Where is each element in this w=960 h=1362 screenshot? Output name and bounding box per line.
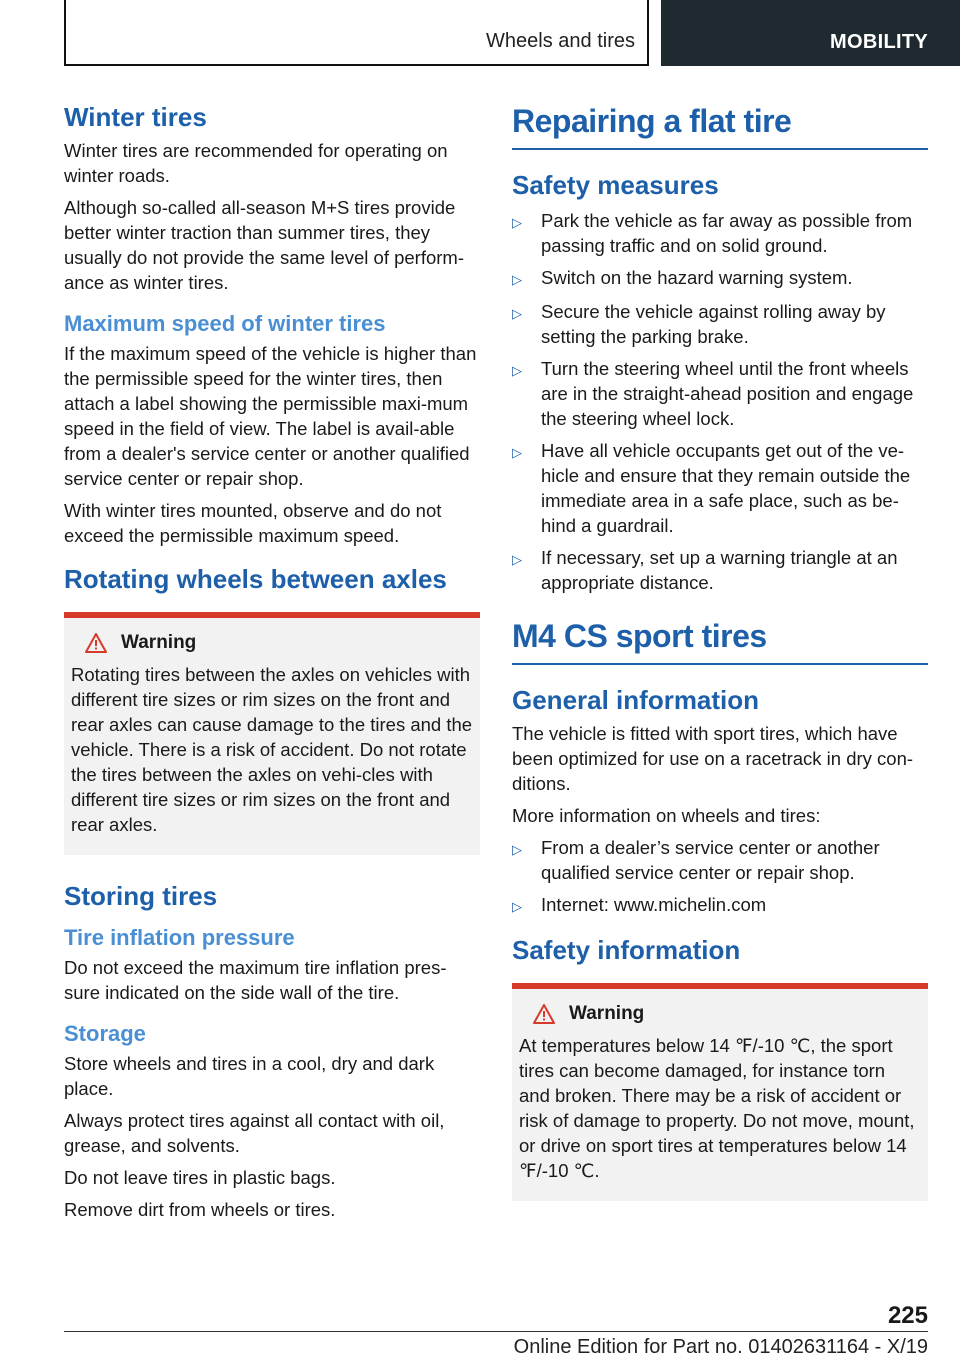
footer-divider	[64, 1331, 928, 1332]
warning-text: At temperatures below 14 ℉/-10 ℃, the sport tires can become damaged, for instance torn and broken. There may be a risk of accident or risk of damage to property. Do not move, mount, or drive on sport tires at temperatures below 14 ℉/-10 ℃.	[519, 1035, 915, 1181]
triangle-right-icon: ▷	[512, 363, 522, 378]
general-information-paragraph: The vehicle is fitted with sport tires, which have been optimized for use on a racetrack in dry con‐ditions.	[512, 723, 914, 794]
storage-paragraph: Remove dirt from wheels or tires.	[64, 1199, 336, 1220]
general-information-heading: General information	[512, 685, 760, 715]
warning-box	[512, 983, 928, 1201]
page-number: 225	[887, 1302, 928, 1329]
left-column	[64, 100, 480, 1229]
storage-paragraph: Do not leave tires in plastic bags.	[64, 1167, 336, 1188]
safety-measures-heading: Safety measures	[512, 170, 719, 200]
warning-triangle-icon	[85, 633, 107, 653]
safety-measures-list	[512, 208, 928, 595]
right-column	[512, 100, 928, 1201]
triangle-right-icon: ▷	[512, 445, 522, 460]
warning-label: Warning	[121, 632, 197, 653]
winter-tires-paragraph: Winter tires are recommended for operating on winter roads.	[64, 140, 448, 186]
header-chapter-title: MOBILITY	[830, 31, 928, 53]
header-chapter-box	[661, 0, 960, 66]
triangle-right-icon: ▷	[512, 272, 522, 287]
list-item: ▷ From a dealer’s service center or another qualified service center or repair shop.	[512, 837, 880, 883]
storage-paragraph: Always protect tires against all contact with oil, grease, and solvents.	[64, 1110, 445, 1156]
triangle-right-icon: ▷	[512, 552, 522, 567]
header-section-title: Wheels and tires	[486, 30, 635, 52]
triangle-right-icon: ▷	[512, 306, 522, 321]
max-speed-paragraph: With winter tires mounted, observe and do not exceed the permissible maximum speed.	[64, 500, 442, 546]
max-speed-heading: Maximum speed of winter tires	[64, 311, 386, 336]
warning-header	[519, 1003, 921, 1025]
header-section-box	[64, 0, 649, 66]
triangle-right-icon: ▷	[512, 842, 522, 857]
list-item: ▷ Turn the steering wheel until the front wheels are in the straight-ahead position and engage the steering wheel lock.	[512, 358, 914, 429]
edition-footer: Online Edition for Part no. 01402631164 - X/19	[513, 1336, 928, 1358]
triangle-right-icon: ▷	[512, 215, 522, 230]
max-speed-paragraph: If the maximum speed of the vehicle is higher than the permissible speed for the winter tires, then attach a label showing the permissible maxi‐mum speed in the field of view. The label is avail‐able from a dealer's service center or another qualified service center or repair shop.	[64, 343, 477, 489]
list-item: ▷ Have all vehicle occupants get out of the ve‐hicle and ensure that they remain outside the immediate area in a safe place, such as be‐hind a guardrail.	[512, 440, 911, 536]
winter-tires-heading: Winter tires	[64, 102, 207, 132]
m4-cs-sport-tires-heading: M4 CS sport tires	[512, 615, 928, 665]
warning-header	[71, 632, 473, 654]
storing-tires-heading: Storing tires	[64, 881, 218, 911]
inflation-pressure-paragraph: Do not exceed the maximum tire inflation pres‐sure indicated on the side wall of the tire.	[64, 957, 447, 1003]
inflation-pressure-heading: Tire inflation pressure	[64, 925, 295, 950]
warning-box	[64, 612, 480, 855]
storage-heading: Storage	[64, 1021, 146, 1046]
info-list	[512, 835, 928, 919]
list-item: ▷ Internet: www.michelin.com	[512, 892, 928, 919]
repairing-flat-tire-heading: Repairing a flat tire	[512, 100, 928, 150]
list-item: ▷ Park the vehicle as far away as possible from passing traffic and on solid ground.	[512, 210, 913, 256]
winter-tires-paragraph: Although so-called all-season M+S tires provide better winter traction than summer tires, they usually do not provide the same level of perform‐ance as winter tires.	[64, 197, 465, 293]
warning-label: Warning	[569, 1003, 645, 1024]
list-item: ▷ Switch on the hazard warning system.	[512, 265, 928, 292]
warning-triangle-icon	[533, 1004, 555, 1024]
warning-text: Rotating tires between the axles on vehicles with different tire sizes or rim sizes on the front and rear axles can cause damage to the tires and the vehicle. There is a risk of accident. Do not rotate the tires between the axles on vehi‐cles with different tire sizes or rim sizes on the front and rear axles.	[71, 664, 473, 835]
list-item: ▷ Secure the vehicle against rolling away by setting the parking brake.	[512, 301, 886, 347]
rotating-wheels-heading: Rotating wheels between axles	[64, 564, 447, 594]
storage-paragraph: Store wheels and tires in a cool, dry and dark place.	[64, 1053, 435, 1099]
safety-information-heading: Safety information	[512, 935, 741, 965]
list-item: ▷ If necessary, set up a warning triangle at an appropriate distance.	[512, 547, 898, 593]
triangle-right-icon: ▷	[512, 899, 522, 914]
general-information-paragraph: More information on wheels and tires:	[512, 805, 821, 826]
